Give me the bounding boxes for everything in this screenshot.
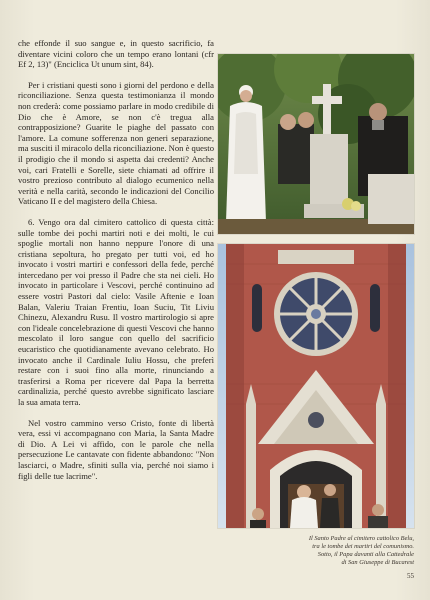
paragraph-3: 6. Vengo ora dal cimitero cattolico di questa città: sulle tombe dei pochi martiri noti e dei molti, le cui spoglie mortali non hanno neppure l'onore di una cristiana sepoltura, ho pregato per tutti voi, ed ho invocato i vostri martiri e confessori della fede, perché intercedano per voi presso il Padre che sta nei cieli. Ho invocato in particolare i Vescovi, perché continuino ad essere vostri Pastori dal cielo: Vasile Aftenie e Ioan Balan, Valeriu Traian Frentiu, Ioan Suciu, Tit Liviu Chinezu, Alexandru Rusu. Il vostro martirologio si apre con l'ideale concelebrazione di questi Vescovi che hanno mescolato il loro sangue con quello del sacrificio eucaristico che quotidianamente avevano celebrato. Ho invocato anche il Cardinale Iuliu Hossu, che preferì restare con i suoi fino alla morte, rinunciando a trasferirsi a Roma per ricevere dal Papa la berretta cardinalizia, perché questo avrebbe significato lasciare la sua amata terra. bbox=[18, 216, 214, 407]
cathedral-photo bbox=[218, 244, 414, 528]
paragraph-4: Nel vostro cammino verso Cristo, fonte di libertà vera, essi vi accompagnano con Maria, la Santa Madre di Dio. A Lei vi affido, con le parole che nella persecuzione Le cantavate con fidente abbandono: "Non lasciarci, o Madre, sfiniti sulla via, perché noi siamo i figli delle tue lacrime". bbox=[18, 417, 214, 481]
caption-line-2: tra le tombe dei martiri del comunismo. bbox=[312, 543, 414, 550]
caption-line-1: Il Santo Padre al cimitero cattolico Belu, bbox=[308, 535, 414, 542]
cathedral-photo-graphic bbox=[218, 244, 414, 528]
paragraph-1: che effonde il suo sangue e, in questo sacrificio, fa diventare vicini coloro che un tempo erano lontani (cfr Ef 2, 13)" (Enciclica Ut unum sint, 84). bbox=[18, 38, 214, 70]
caption-line-4: di San Giuseppe di Bucarest bbox=[341, 559, 414, 566]
page-number: 55 bbox=[407, 572, 414, 580]
caption-line-3: Sotto, il Papa davanti alla Cattedrale bbox=[317, 551, 414, 558]
paragraph-2: Per i cristiani questi sono i giorni del perdono e della riconciliazione. Senza questa testimonianza il mondo non crederà: come possiamo parlare in modo credibile di Dio che è Amore, se non c'è tregua alla contrapposizione? Guarite le piaghe del passato con l'amore. La comune sofferenza non generi separazione, ma susciti il miracolo della riconciliazione. Non è questo il prodigio che il mondo si aspetta dai credenti? Anche voi, cari Fratelli e Sorelle, siete chiamati ad offrire il vostro prezioso contributo al dialogo ecumenico nella verità e nella carità, secondo le indicazioni del Concilio Vaticano II e del magistero della Chiesa. bbox=[18, 79, 214, 207]
body-text-column bbox=[18, 38, 214, 491]
cemetery-photo-graphic bbox=[218, 54, 414, 234]
photo-caption bbox=[264, 535, 414, 567]
cemetery-photo bbox=[218, 54, 414, 234]
